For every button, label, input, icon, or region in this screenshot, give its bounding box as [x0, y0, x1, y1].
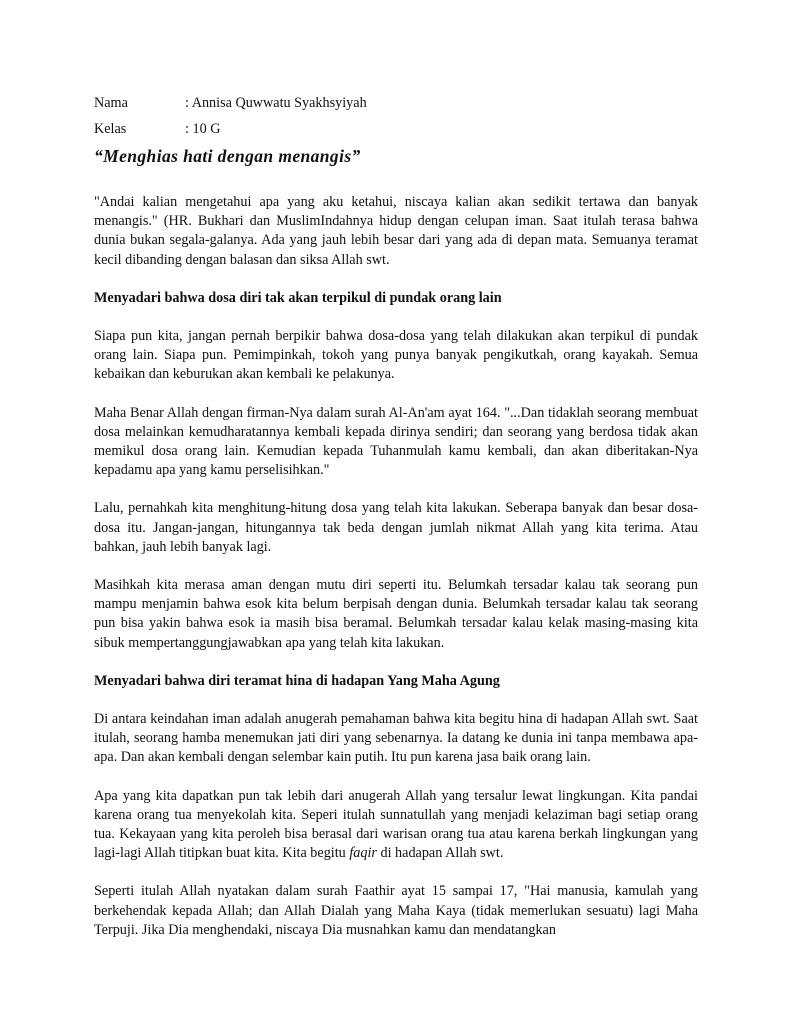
class-label: Kelas [94, 121, 127, 137]
name-label: Nama [94, 95, 128, 111]
paragraph-3: Maha Benar Allah dengan firman-Nya dalam surah Al-An'am ayat 164. "...Dan tidaklah seorang membuat dosa melainkan kemudharatannya kembali kepada dirinya sendiri; dan seorang yang berdosa tidak akan memikul dosa orang lain. Kemudian kepada Tuhanmulah kamu kembali, dan akan diberitakan-Nya kepadamu apa yang kamu perselisihkan." [94, 404, 698, 479]
class-value: : 10 G [185, 121, 221, 137]
document-title: “Menghias hati dengan menangis” [94, 146, 361, 166]
section-heading-2: Menyadari bahwa diri teramat hina di hadapan Yang Maha Agung [94, 672, 500, 689]
paragraph-2: Siapa pun kita, jangan pernah berpikir bahwa dosa-dosa yang telah dilakukan akan terpikul di pundak orang lain. Siapa pun. Pemimpinkah, tokoh yang punya banyak pengikutkah, orang kayakah. Semua kebaikan dan keburukan akan kembali ke pelakunya. [94, 328, 698, 383]
paragraph-7-text-b: di hadapan Allah swt. [376, 845, 504, 862]
class-row [94, 120, 220, 139]
paragraph-1: "Andai kalian mengetahui apa yang aku ketahui, niscaya kalian akan sedikit tertawa dan banyak menangis." (HR. Bukhari dan MuslimIndahnya hidup dengan celupan iman. Saat itulah terasa bahwa dunia bukan segala-galanya. Ada yang jauh lebih besar dari yang ada di depan mata. Semuanya teramat kecil dibanding dengan balasan dan siksa Allah swt. [94, 194, 698, 268]
paragraph-4: Lalu, pernahkah kita menghitung-hitung dosa yang telah kita lakukan. Seberapa banyak dan besar dosa-dosa itu. Jangan-jangan, hitungannya tak beda dengan jumlah nikmat Allah yang kita terima. Atau bahkan, jauh lebih banyak lagi. [94, 500, 698, 555]
name-value: : Annisa Quwwatu Syakhsyiyah [185, 95, 367, 111]
paragraph-7-text-a: Apa yang kita dapatkan pun tak lebih dari anugerah Allah yang tersalur lewat lingkungan. Kita pandai karena orang tua menyekolah kita. Seperi itulah sunnatullah yang menjadi kelaziman bagi setiap orang tua. Kekayaan yang kita peroleh bisa berasal dari warisan orang tua atau karena berkah lingkungan yang lagi-lagi Allah titipkan buat kita. Kita begitu [94, 787, 698, 862]
paragraph-6: Di antara keindahan iman adalah anugerah pemahaman bahwa kita begitu hina di hadapan Allah swt. Saat itulah, seorang hamba menemukan jati diri yang sebenarnya. Ia datang ke dunia ini tanpa membawa apa-apa. Dan akan kembali dengan selembar kain putih. Itu pun karena jasa baik orang lain. [94, 711, 698, 766]
document-body [94, 193, 698, 940]
name-row [94, 94, 367, 113]
paragraph-7-emphasis: faqir [349, 845, 377, 862]
paragraph-7 [94, 787, 698, 864]
section-heading-1: Menyadari bahwa dosa diri tak akan terpikul di pundak orang lain [94, 289, 502, 306]
paragraph-8: Seperti itulah Allah nyatakan dalam surah Faathir ayat 15 sampai 17, "Hai manusia, kamulah yang berkehendak kepada Allah; dan Allah Dialah yang Maha Kaya (tidak memerlukan sesuatu) lagi Maha Terpuji. Jika Dia menghendaki, niscaya Dia musnahkan kamu dan mendatangkan [94, 883, 698, 938]
paragraph-5: Masihkah kita merasa aman dengan mutu diri seperti itu. Belumkah tersadar kalau tak seorang pun mampu menjamin bahwa esok kita belum berpisah dengan dunia. Belumkah tersadar kalau tak seorang pun bisa yakin bahwa esok ia masih bisa beramal. Belumkah tersadar kalau kelak masing-masing kita sibuk mempertanggungjawabkan apa yang telah kita lakukan. [94, 577, 698, 651]
